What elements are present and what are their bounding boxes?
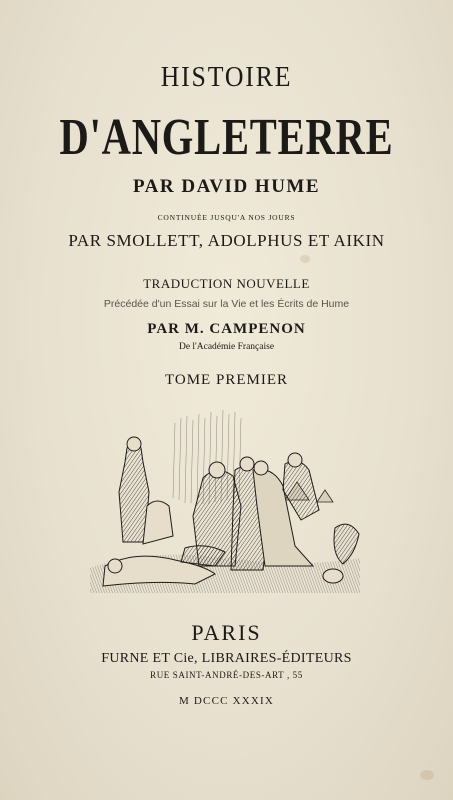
imprint-publisher: FURNE ET Cie, LIBRAIRES-ÉDITEURS xyxy=(101,651,352,666)
author-line: PAR DAVID HUME xyxy=(132,176,321,197)
foxing-spot xyxy=(420,770,434,780)
engraving-vignette xyxy=(85,408,365,593)
imprint-city: PARIS xyxy=(191,620,262,645)
translation-line: TRADUCTION NOUVELLE xyxy=(143,276,310,291)
volume-line: TOME PREMIER xyxy=(165,372,288,388)
foxing-spot xyxy=(300,255,310,263)
translator-line: PAR M. CAMPENON xyxy=(147,321,306,337)
imprint-address: RUE SAINT-ANDRÉ-DES-ART , 55 xyxy=(150,670,303,680)
continued-line: CONTINUÉE JUSQU'A NOS JOURS xyxy=(157,213,296,222)
preceded-line: Précédée d'un Essai sur la Vie et les Écrits de Hume xyxy=(103,298,350,310)
continuators-line: PAR SMOLLETT, ADOLPHUS ET AIKIN xyxy=(68,231,385,250)
academy-line: De l'Académie Française xyxy=(178,342,275,352)
title-line-1: HISTOIRE xyxy=(160,62,293,93)
imprint-year: M DCCC XXXIX xyxy=(178,695,275,707)
title-line-2: D'ANGLETERRE xyxy=(59,109,394,166)
